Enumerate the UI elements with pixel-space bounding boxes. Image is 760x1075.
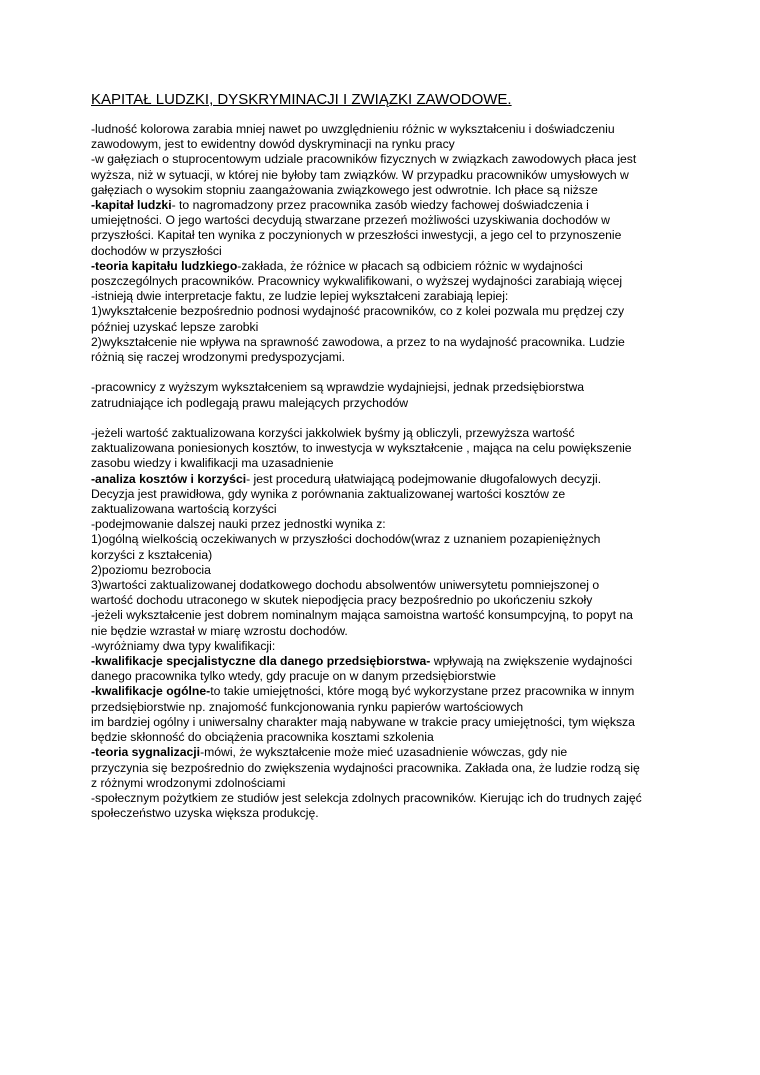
text-line [91, 441, 681, 456]
line-text: im bardziej ogólny i uniwersalny charakter mają nabywane w trakcie pracy umiejętności, tym większa [91, 714, 635, 729]
blank-line [91, 365, 681, 380]
text-line [91, 122, 681, 137]
line-text: to takie umiejętności, które mogą być wykorzystane przez pracownika w innym [210, 684, 635, 699]
text-line [91, 593, 681, 608]
line-text: -istnieją dwie interpretacje faktu, ze ludzie lepiej wykształceni zarabiają lepiej: [91, 289, 509, 304]
line-text: z różnymi wrodzonymi zdolnościami [91, 775, 286, 790]
line-text: wartość dochodu utraconego w skutek niepodjęcia pracy bezpośrednio po ukończeniu szkoły [91, 593, 593, 608]
text-line [91, 806, 681, 821]
text-line [91, 396, 681, 411]
line-text: - jest procedurą ułatwiającą podejmowanie długofalowych decyzji. [246, 471, 602, 486]
text-line [91, 548, 681, 563]
text-line [91, 137, 681, 152]
text-line [91, 304, 681, 319]
text-line [91, 228, 681, 243]
line-text: 1)wykształcenie bezpośrednio podnosi wydajność pracowników, co z kolei pozwala mu prędzej czy [91, 304, 625, 319]
line-text: zasobu wiedzy i kwalifikacji ma uzasadnienie [91, 456, 334, 471]
text-line [91, 198, 681, 213]
line-text: -ludność kolorowa zarabia mniej nawet po uwzględnieniu różnic w wykształceniu i doświadczeniu [91, 122, 615, 136]
text-line [91, 791, 681, 806]
line-text: danego pracownika tylko wtedy, gdy pracuje on w danym przedsiębiorstwie [91, 669, 496, 684]
text-line [91, 213, 681, 228]
line-text: zatrudniające ich podlegają prawu malejących przychodów [91, 395, 409, 410]
line-text: poszczególnych pracowników. Pracownicy wykwalifikowani, o wyższej wydajności zarabiają więcej [91, 274, 623, 289]
line-text: 3)wartości zaktualizowanej dodatkowego dochodu absolwentów uniwersytetu pomniejszonej o [91, 578, 600, 593]
bold-term: -kapitał ludzki [91, 198, 172, 213]
line-text: wpływają na zwiększenie wydajności [430, 654, 633, 669]
blank-line [91, 411, 681, 426]
text-line [91, 152, 681, 167]
line-text: Decyzja jest prawidłowa, gdy wynika z porównania zaktualizowanej wartości kosztów ze [91, 486, 566, 501]
line-text: -jeżeli wykształcenie jest dobrem nominalnym mająca samoistna wartość konsumpcyjną, to popyt na [91, 608, 633, 623]
line-text: przyszłości. Kapitał ten wynika z poczynionych w przeszłości inwestycji, a jego cel to przynoszenie [91, 228, 622, 243]
line-text: -wyróżniamy dwa typy kwalifikacji: [91, 638, 276, 653]
text-line [91, 776, 681, 791]
text-line [91, 669, 681, 684]
text-line [91, 487, 681, 502]
line-text: - to nagromadzony przez pracownika zasób wiedzy fachowej doświadczenia i [171, 198, 589, 213]
bold-term: -teoria sygnalizacji [91, 745, 201, 760]
line-text: różnią się raczej wrodzonymi predyspozycjami. [91, 350, 345, 365]
line-text: nie będzie wzrastał w miarę wzrostu dochodów. [91, 623, 348, 638]
line-text: wyższa, niż w sytuacji, w której nie byłoby tam związków. W przypadku pracowników umysłowych w [91, 167, 629, 182]
text-line [91, 730, 681, 745]
line-text: -mówi, że wykształcenie może mieć uzasadnienie wówczas, gdy nie [200, 745, 568, 760]
text-line [91, 426, 681, 441]
text-line [91, 624, 681, 639]
text-line [91, 684, 681, 699]
bold-term: -analiza kosztów i korzyści [91, 471, 247, 486]
text-line [91, 517, 681, 532]
text-line [91, 168, 681, 183]
text-line [91, 532, 681, 547]
line-text: zaktualizowana poniesionych kosztów, to inwestycja w wykształcenie , mająca na celu powiększenie [91, 441, 632, 456]
text-line [91, 244, 681, 259]
line-text: 2)wykształcenie nie wpływa na sprawność zawodowa, a przez to na wydajność pracownika. Ludzie [91, 334, 625, 349]
text-line [91, 456, 681, 471]
line-text: przyczynia się bezpośrednio do zwiększenia wydajności pracownika. Zakłada ona, że ludzie rodzą się [91, 760, 640, 775]
line-text: społeczeństwo uzyska większa produkcję. [91, 806, 319, 821]
line-text: przedsiębiorstwie np. znajomość funkcjonowania rynku papierów wartościowych [91, 699, 524, 714]
line-text: -zakłada, że różnice w płacach są odbiciem różnic w wydajności [237, 258, 583, 273]
text-line [91, 274, 681, 289]
text-line [91, 745, 681, 760]
text-line [91, 335, 681, 350]
text-line [91, 761, 681, 776]
text-line [91, 350, 681, 365]
line-text: umiejętności. O jego wartości decydują stwarzane przezeń możliwości uzyskiwania dochodów w [91, 213, 610, 228]
text-line [91, 578, 681, 593]
bold-term: -teoria kapitału ludzkiego [91, 258, 238, 273]
text-line [91, 608, 681, 623]
text-line [91, 320, 681, 335]
bold-term: -kwalifikacje ogólne- [91, 684, 211, 699]
line-text: będzie skłonność do obciążenia pracownika kosztami szkolenia [91, 730, 434, 745]
text-line [91, 715, 681, 730]
line-text: zawodowym, jest to ewidentny dowód dyskryminacji na rynku pracy [91, 137, 455, 152]
line-text: gałęziach o wysokim stopniu zaangażowania związkowego jest odwrotnie. Ich płace są niższe [91, 182, 598, 197]
text-line [91, 700, 681, 715]
document-body [91, 122, 681, 821]
bold-term: -kwalifikacje specjalistyczne dla danego przedsiębiorstwa- [91, 654, 431, 669]
line-text: później uzyskać lepsze zarobki [91, 319, 259, 334]
text-line [91, 502, 681, 517]
document-title: KAPITAŁ LUDZKI, DYSKRYMINACJI I ZWIĄZKI ZAWODOWE. [91, 91, 512, 108]
text-line [91, 183, 681, 198]
text-line [91, 654, 681, 669]
line-text: dochodów w przyszłości [91, 243, 222, 258]
line-text: -pracownicy z wyższym wykształceniem są wprawdzie wydajniejsi, jednak przedsiębiorstwa [91, 380, 585, 395]
text-line [91, 380, 681, 395]
line-text: -jeżeli wartość zaktualizowana korzyści jakkolwiek byśmy ją obliczyli, przewyższa wartość [91, 426, 575, 441]
line-text: zaktualizowana wartością korzyści [91, 502, 277, 517]
line-text: -społecznym pożytkiem ze studiów jest selekcja zdolnych pracowników. Kierując ich do trudnych zajęć [91, 790, 642, 805]
text-line [91, 289, 681, 304]
line-text: 1)ogólną wielkością oczekiwanych w przyszłości dochodów(wraz z uznaniem pozapieniężnych [91, 532, 601, 547]
line-text: -podejmowanie dalszej nauki przez jednostki wynika z: [91, 517, 386, 532]
line-text: -w gałęziach o stuprocentowym udziale pracowników fizycznych w związkach zawodowych płaca jest [91, 152, 637, 167]
text-line [91, 472, 681, 487]
line-text: korzyści z kształcenia) [91, 547, 213, 562]
text-line [91, 639, 681, 654]
text-line [91, 563, 681, 578]
text-line [91, 259, 681, 274]
line-text: 2)poziomu bezrobocia [91, 562, 211, 577]
